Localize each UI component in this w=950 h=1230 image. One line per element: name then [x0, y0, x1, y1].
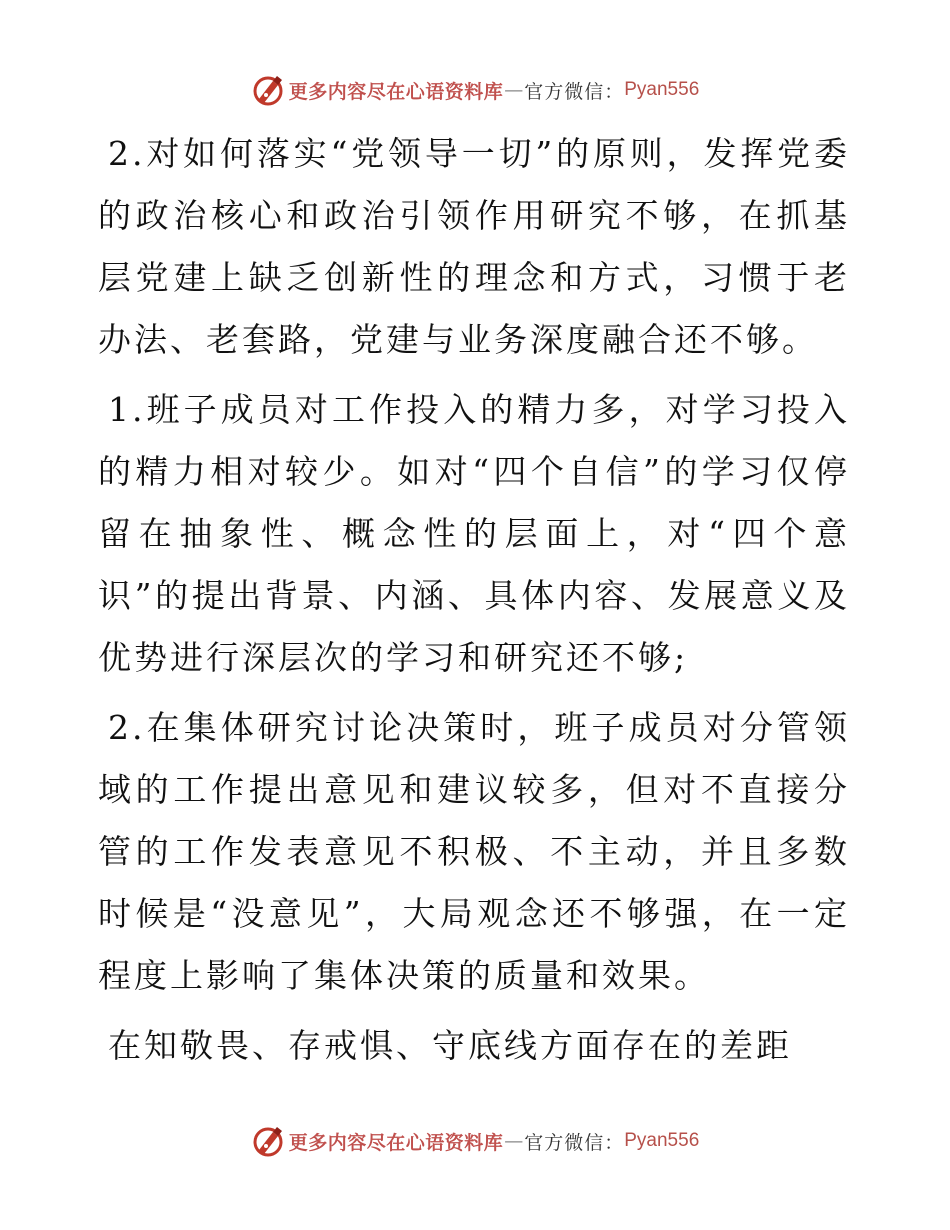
paragraph-1: 2.对如何落实“党领导一切”的原则，发挥党委的政治核心和政治引领作用研究不够，在抓基层党建上缺乏创新性的理念和方式，习惯于老办法、老套路，党建与业务深度融合还不够。 [98, 134, 850, 359]
watermark-main-text: 更多内容尽在心语资料库 [288, 80, 504, 103]
watermark-separator: — [504, 1130, 524, 1152]
header-watermark [0, 70, 950, 110]
document-body [98, 123, 850, 1077]
pen-nib-logo-icon [251, 73, 285, 107]
watermark-wechat-id: Pyan556 [624, 79, 700, 100]
watermark-label: 官方微信： [524, 1131, 625, 1154]
watermark-label: 官方微信： [524, 80, 625, 103]
paragraph-2: 1.班子成员对工作投入的精力多，对学习投入的精力相对较少。如对“四个自信”的学习仅停留在抽象性、概念性的层面上，对“四个意识”的提出背景、内涵、具体内容、发展意义及优势进行深层次的学习和研究还不够; [98, 390, 850, 677]
watermark-wechat-id: Pyan556 [624, 1130, 700, 1151]
paragraph-3: 2.在集体研究讨论决策时，班子成员对分管领域的工作提出意见和建议较多，但对不直接分管的工作发表意见不积极、不主动，并且多数时候是“没意见”，大局观念还不够强，在一定程度上影响了集体决策的质量和效果。 [98, 708, 850, 995]
section-heading: 在知敬畏、存戒惧、守底线方面存在的差距 [108, 1026, 792, 1065]
pen-nib-logo-icon [251, 1124, 285, 1158]
watermark-main-text: 更多内容尽在心语资料库 [288, 1131, 504, 1154]
watermark-separator: — [504, 79, 524, 101]
footer-watermark [0, 1121, 950, 1161]
